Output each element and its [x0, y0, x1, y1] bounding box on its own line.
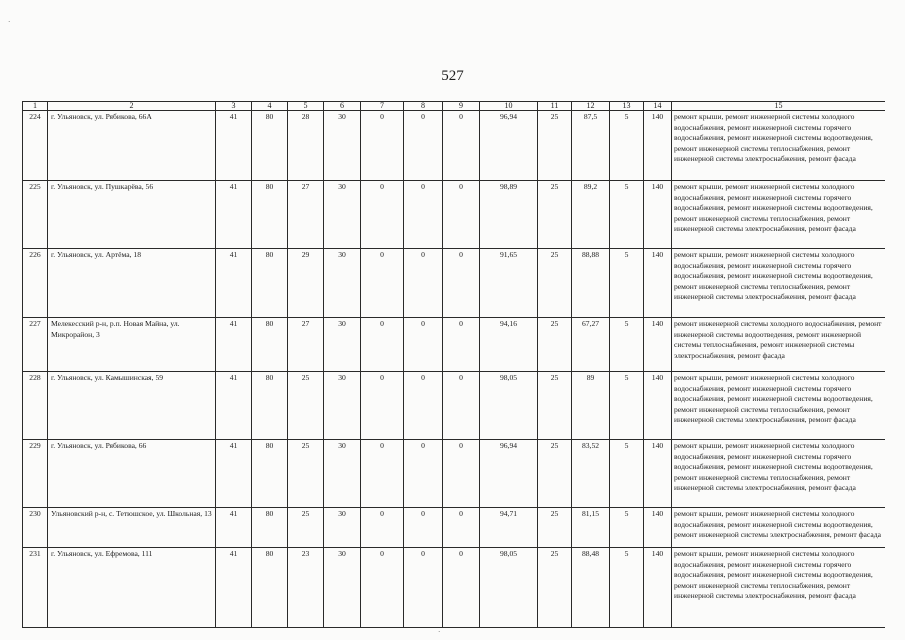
value-cell: 140	[644, 548, 672, 628]
value-cell: 89,2	[572, 181, 610, 249]
value-cell: 30	[324, 318, 361, 372]
value-cell: 80	[252, 508, 288, 548]
table-row	[23, 181, 886, 249]
value-cell: 27	[288, 318, 324, 372]
value-cell: 80	[252, 440, 288, 508]
value-cell: 98,05	[480, 548, 538, 628]
table-container	[22, 101, 885, 640]
column-header: 15	[672, 102, 886, 111]
address-cell: г. Ульяновск, ул. Пушкарёва, 56	[48, 181, 216, 249]
value-cell: 81,15	[572, 508, 610, 548]
table-row	[23, 111, 886, 181]
works-cell: ремонт крыши, ремонт инженерной системы холодного водоснабжения, ремонт инженерной системы горячего водоснабжения, ремонт инженерной системы водоотведения, ремонт инженерной системы теплоснабжения, ремонт инженерной системы электроснабжения, ремонт фасада	[672, 249, 886, 318]
value-cell: 0	[404, 318, 443, 372]
column-header: 10	[480, 102, 538, 111]
column-header: 6	[324, 102, 361, 111]
header-row	[23, 102, 886, 111]
column-header: 13	[610, 102, 644, 111]
value-cell: 140	[644, 249, 672, 318]
table-row	[23, 548, 886, 628]
value-cell: 89	[572, 372, 610, 440]
value-cell: 25	[538, 111, 572, 181]
table-row	[23, 249, 886, 318]
table-body	[23, 111, 886, 628]
row-number: 226	[23, 249, 48, 318]
column-header: 14	[644, 102, 672, 111]
value-cell: 83,52	[572, 440, 610, 508]
value-cell: 140	[644, 440, 672, 508]
value-cell: 80	[252, 372, 288, 440]
scan-speck: ·	[438, 628, 441, 636]
value-cell: 0	[404, 440, 443, 508]
address-cell: г. Ульяновск, ул. Ефремова, 111	[48, 548, 216, 628]
value-cell: 5	[610, 111, 644, 181]
value-cell: 88,88	[572, 249, 610, 318]
works-cell: ремонт крыши, ремонт инженерной системы холодного водоснабжения, ремонт инженерной системы водоотведения, ремонт инженерной системы электроснабжения, ремонт фасада	[672, 508, 886, 548]
value-cell: 140	[644, 111, 672, 181]
value-cell: 80	[252, 181, 288, 249]
table-row	[23, 318, 886, 372]
value-cell: 30	[324, 548, 361, 628]
value-cell: 41	[216, 318, 252, 372]
value-cell: 67,27	[572, 318, 610, 372]
value-cell: 91,65	[480, 249, 538, 318]
column-header: 4	[252, 102, 288, 111]
address-cell: г. Ульяновск, ул. Рябикова, 66А	[48, 111, 216, 181]
value-cell: 41	[216, 372, 252, 440]
address-cell: Мелекесский р-н, р.п. Новая Майна, ул. Микрорайон, 3	[48, 318, 216, 372]
value-cell: 140	[644, 318, 672, 372]
value-cell: 30	[324, 249, 361, 318]
value-cell: 0	[404, 372, 443, 440]
value-cell: 0	[443, 548, 480, 628]
column-header: 9	[443, 102, 480, 111]
column-header: 11	[538, 102, 572, 111]
column-header: 2	[48, 102, 216, 111]
value-cell: 30	[324, 440, 361, 508]
value-cell: 0	[443, 111, 480, 181]
value-cell: 0	[443, 249, 480, 318]
value-cell: 25	[538, 372, 572, 440]
value-cell: 5	[610, 508, 644, 548]
table-row	[23, 440, 886, 508]
value-cell: 28	[288, 111, 324, 181]
value-cell: 25	[538, 548, 572, 628]
column-header: 12	[572, 102, 610, 111]
value-cell: 29	[288, 249, 324, 318]
value-cell: 88,48	[572, 548, 610, 628]
value-cell: 25	[288, 440, 324, 508]
value-cell: 25	[538, 181, 572, 249]
value-cell: 5	[610, 249, 644, 318]
value-cell: 96,94	[480, 440, 538, 508]
row-number: 225	[23, 181, 48, 249]
repair-program-table	[22, 101, 885, 628]
value-cell: 0	[361, 548, 404, 628]
value-cell: 0	[404, 181, 443, 249]
address-cell: г. Ульяновск, ул. Камышинская, 59	[48, 372, 216, 440]
value-cell: 30	[324, 372, 361, 440]
value-cell: 5	[610, 372, 644, 440]
scan-speck: ·	[8, 18, 11, 26]
value-cell: 0	[361, 508, 404, 548]
value-cell: 96,94	[480, 111, 538, 181]
value-cell: 30	[324, 181, 361, 249]
value-cell: 5	[610, 318, 644, 372]
column-header: 8	[404, 102, 443, 111]
value-cell: 140	[644, 372, 672, 440]
value-cell: 0	[443, 508, 480, 548]
value-cell: 94,71	[480, 508, 538, 548]
column-header: 3	[216, 102, 252, 111]
value-cell: 30	[324, 111, 361, 181]
value-cell: 25	[538, 249, 572, 318]
row-number: 231	[23, 548, 48, 628]
value-cell: 80	[252, 111, 288, 181]
value-cell: 27	[288, 181, 324, 249]
row-number: 228	[23, 372, 48, 440]
value-cell: 25	[538, 440, 572, 508]
value-cell: 25	[288, 508, 324, 548]
value-cell: 98,89	[480, 181, 538, 249]
page-number: 527	[441, 68, 464, 84]
value-cell: 41	[216, 508, 252, 548]
row-number: 229	[23, 440, 48, 508]
value-cell: 0	[404, 548, 443, 628]
address-cell: г. Ульяновск, ул. Артёма, 18	[48, 249, 216, 318]
value-cell: 0	[404, 111, 443, 181]
value-cell: 41	[216, 181, 252, 249]
value-cell: 41	[216, 111, 252, 181]
value-cell: 0	[443, 440, 480, 508]
value-cell: 30	[324, 508, 361, 548]
value-cell: 0	[443, 318, 480, 372]
value-cell: 87,5	[572, 111, 610, 181]
value-cell: 41	[216, 440, 252, 508]
value-cell: 0	[361, 372, 404, 440]
value-cell: 25	[538, 318, 572, 372]
value-cell: 94,16	[480, 318, 538, 372]
value-cell: 0	[361, 440, 404, 508]
value-cell: 0	[361, 249, 404, 318]
value-cell: 80	[252, 548, 288, 628]
value-cell: 41	[216, 249, 252, 318]
table-row	[23, 372, 886, 440]
value-cell: 25	[538, 508, 572, 548]
address-cell: Ульяновский р-н, с. Тетюшское, ул. Школьная, 13	[48, 508, 216, 548]
value-cell: 25	[288, 372, 324, 440]
row-number: 227	[23, 318, 48, 372]
works-cell: ремонт крыши, ремонт инженерной системы холодного водоснабжения, ремонт инженерной системы горячего водоснабжения, ремонт инженерной системы водоотведения, ремонт инженерной системы теплоснабжения, ремонт инженерной системы электроснабжения, ремонт фасада	[672, 372, 886, 440]
row-number: 224	[23, 111, 48, 181]
column-header: 5	[288, 102, 324, 111]
value-cell: 0	[361, 318, 404, 372]
column-header: 7	[361, 102, 404, 111]
value-cell: 23	[288, 548, 324, 628]
column-header: 1	[23, 102, 48, 111]
row-number: 230	[23, 508, 48, 548]
value-cell: 5	[610, 181, 644, 249]
value-cell: 5	[610, 440, 644, 508]
works-cell: ремонт крыши, ремонт инженерной системы холодного водоснабжения, ремонт инженерной системы горячего водоснабжения, ремонт инженерной системы водоотведения, ремонт инженерной системы теплоснабжения, ремонт инженерной системы электроснабжения, ремонт фасада	[672, 548, 886, 628]
value-cell: 41	[216, 548, 252, 628]
value-cell: 0	[404, 508, 443, 548]
works-cell: ремонт крыши, ремонт инженерной системы холодного водоснабжения, ремонт инженерной системы горячего водоснабжения, ремонт инженерной системы водоотведения, ремонт инженерной системы теплоснабжения, ремонт инженерной системы электроснабжения, ремонт фасада	[672, 440, 886, 508]
value-cell: 80	[252, 318, 288, 372]
value-cell: 98,05	[480, 372, 538, 440]
value-cell: 140	[644, 508, 672, 548]
value-cell: 0	[361, 181, 404, 249]
value-cell: 0	[443, 372, 480, 440]
works-cell: ремонт инженерной системы холодного водоснабжения, ремонт инженерной системы водоотведения, ремонт инженерной системы теплоснабжения, ремонт инженерной системы электроснабжения, ремонт фасада	[672, 318, 886, 372]
value-cell: 80	[252, 249, 288, 318]
value-cell: 0	[361, 111, 404, 181]
table-row	[23, 508, 886, 548]
value-cell: 5	[610, 548, 644, 628]
value-cell: 0	[443, 181, 480, 249]
value-cell: 140	[644, 181, 672, 249]
address-cell: г. Ульяновск, ул. Рябикова, 66	[48, 440, 216, 508]
works-cell: ремонт крыши, ремонт инженерной системы холодного водоснабжения, ремонт инженерной системы горячего водоснабжения, ремонт инженерной системы водоотведения, ремонт инженерной системы теплоснабжения, ремонт инженерной системы электроснабжения, ремонт фасада	[672, 111, 886, 181]
works-cell: ремонт крыши, ремонт инженерной системы холодного водоснабжения, ремонт инженерной системы горячего водоснабжения, ремонт инженерной системы водоотведения, ремонт инженерной системы теплоснабжения, ремонт инженерной системы электроснабжения, ремонт фасада	[672, 181, 886, 249]
value-cell: 0	[404, 249, 443, 318]
